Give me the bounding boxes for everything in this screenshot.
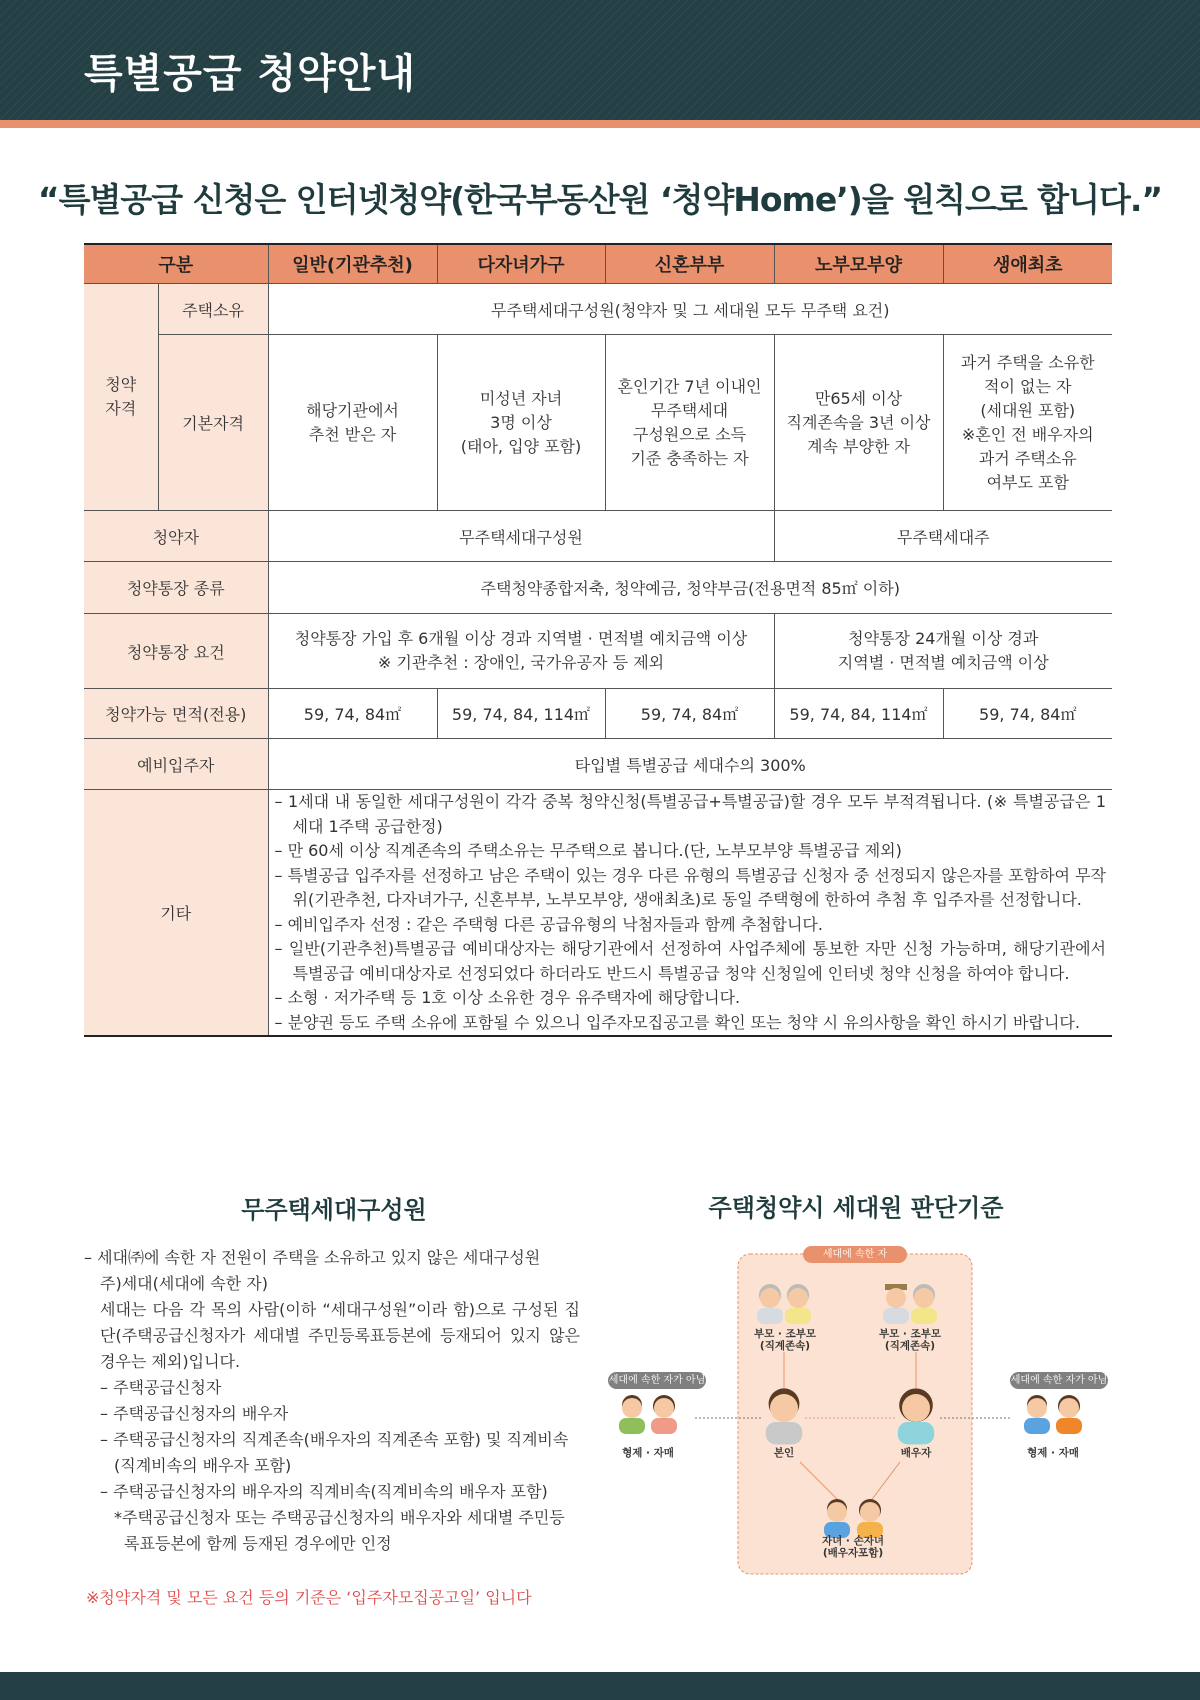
qualification-label: 청약 자격 [84, 284, 158, 511]
etc-note-item: – 특별공급 입주자를 선정하고 남은 주택이 있는 경우 다른 유형의 특별공급 신청자 중 선정되지 않은자를 포함하여 무작위(기관추천, 다자녀가구, 신혼부부, 노부모부양, 생애최초)로 동일 주택형에 한하여 추첨 후 입주자를 선정합니다. [274, 865, 1106, 909]
header-multichild: 다자녀가구 [437, 244, 605, 284]
basic-multichild: 미성년 자녀 3명 이상 (태아, 입양 포함) [437, 335, 605, 511]
table-row [84, 284, 1112, 335]
sibling-icon [619, 1395, 645, 1434]
etc-notes [268, 790, 1112, 1037]
household-definition [84, 1245, 580, 1557]
table-row [84, 614, 1112, 689]
account-type-value: 주택청약종합저축, 청약예금, 청약부금(전용면적 85㎡ 이하) [268, 562, 1112, 614]
sibling-icon [1056, 1395, 1082, 1434]
supply-table [84, 243, 1112, 1037]
siblings-label-right: 형제 · 자매 [1027, 1447, 1079, 1459]
basic-general: 해당기관에서 추천 받은 자 [268, 335, 437, 511]
account-req-value-a: 청약통장 가입 후 6개월 이상 경과 지역별 · 면적별 예치금액 이상 ※ 기관추천 : 장애인, 국가유공자 등 제외 [268, 614, 774, 689]
table-row [84, 790, 1112, 1037]
page-title: 특별공급 청약안내 [84, 51, 417, 97]
area-first-time: 59, 74, 84㎡ [943, 689, 1112, 739]
principle-quote: “특별공급 신청은 인터넷청약(한국부동산원 ‘청약Home’)을 원칙으로 합니다.” [37, 180, 1163, 219]
applicant-label: 청약자 [84, 511, 268, 562]
sibling-icon [1024, 1395, 1050, 1434]
household-line: – 주택공급신청자의 배우자 [100, 1404, 289, 1423]
area-multichild: 59, 74, 84, 114㎡ [437, 689, 605, 739]
etc-note-item: – 만 60세 이상 직계존속의 주택소유는 무주택으로 봅니다.(단, 노부모부양 특별공급 제외) [274, 841, 902, 860]
basic-first-time: 과거 주택을 소유한 적이 없는 자 (세대원 포함) ※혼인 전 배우자의 과거 주택소유 여부도 포함 [943, 335, 1112, 511]
area-general: 59, 74, 84㎡ [268, 689, 437, 739]
etc-note-item: – 소형 · 저가주택 등 1호 이상 소유한 경우 유주택자에 해당합니다. [274, 988, 741, 1007]
table-row [84, 689, 1112, 739]
footer-bar [0, 1672, 1200, 1700]
area-label: 청약가능 면적(전용) [84, 689, 268, 739]
house-own-value: 무주택세대구성원(청약자 및 그 세대원 모두 무주택 요건) [268, 284, 1112, 335]
household-line: 주)세대(세대에 속한 자) [100, 1274, 269, 1293]
in-household-badge: 세대에 속한 자 [803, 1246, 907, 1263]
basic-elderly-parents: 만65세 이상 직계존속을 3년 이상 계속 부양한 자 [774, 335, 943, 511]
basic-newlywed: 혼인기간 7년 이내인 무주택세대 구성원으로 소득 기준 충족하는 자 [605, 335, 774, 511]
parents-label-left: 부모 · 조부모 (직계존속) [753, 1328, 816, 1352]
applicant-value-a: 무주택세대구성원 [268, 511, 774, 562]
area-newlywed: 59, 74, 84㎡ [605, 689, 774, 739]
spouse-label: 배우자 [900, 1447, 932, 1459]
household-line: 세대는 다음 각 목의 사람(이하 “세대구성원”이라 함)으로 구성된 집단(주택공급신청자가 세대별 주민등록표등본에 등재되어 있지 않은 경우는 제외)입니다. [100, 1300, 580, 1371]
account-type-label: 청약통장 종류 [84, 562, 268, 614]
basic-label: 기본자격 [158, 335, 268, 511]
household-diagram [600, 1240, 1120, 1580]
etc-note-item: – 1세대 내 동일한 세대구성원이 각각 중복 청약신청(특별공급+특별공급)할 경우 모두 부적격됩니다. (※ 특별공급은 1세대 1주택 공급한정) [274, 792, 1106, 836]
header-first-time: 생애최초 [943, 244, 1112, 284]
siblings-label-left: 형제 · 자매 [622, 1447, 674, 1459]
children-label: 자녀 · 손자녀 (배우자포함) [821, 1535, 884, 1559]
household-line: – 세대㈜에 속한 자 전원이 주택을 소유하고 있지 않은 세대구성원 [84, 1248, 541, 1267]
table-row [84, 562, 1112, 614]
header-elderly-parents: 노부모부양 [774, 244, 943, 284]
sibling-icon [651, 1395, 677, 1434]
reserve-value: 타입별 특별공급 세대수의 300% [268, 739, 1112, 790]
diagram-title: 주택청약시 세대원 판단기준 [708, 1194, 1004, 1222]
self-label: 본인 [773, 1447, 795, 1459]
account-req-value-b: 청약통장 24개월 이상 경과 지역별 · 면적별 예치금액 이상 [774, 614, 1112, 689]
household-line: – 주택공급신청자의 배우자의 직계비속(직계비속의 배우자 포함) [100, 1482, 548, 1501]
table-row [84, 739, 1112, 790]
area-elderly-parents: 59, 74, 84, 114㎡ [774, 689, 943, 739]
reserve-label: 예비입주자 [84, 739, 268, 790]
header-newlywed: 신혼부부 [605, 244, 774, 284]
notice-text: ※청약자격 및 모든 요건 등의 기준은 ‘입주자모집공고일’ 입니다 [86, 1588, 532, 1607]
header-general: 일반(기관추천) [268, 244, 437, 284]
etc-note-item: – 일반(기관추천)특별공급 예비대상자는 해당기관에서 선정하여 사업주체에 통보한 자만 신청 가능하며, 해당기관에서 특별공급 예비대상자로 선정되었다 하더라도 반드시 특별공급 청약 신청일에 인터넷 청약 신청을 하여야 합니다. [274, 939, 1106, 983]
household-line: *주택공급신청자 또는 주택공급신청자의 배우자와 세대별 주민등록표등본에 함께 등재된 경우에만 인정 [114, 1508, 565, 1553]
diagram-graphic [600, 1240, 1120, 1580]
table-row [84, 335, 1112, 511]
not-in-household-badge: 세대에 속한 자가 아님 [1010, 1372, 1108, 1389]
header-gubun: 구분 [84, 244, 268, 284]
household-line: – 주택공급신청자 [100, 1378, 222, 1397]
account-req-label: 청약통장 요건 [84, 614, 268, 689]
table-row [84, 511, 1112, 562]
etc-label: 기타 [84, 790, 268, 1037]
parents-label-right: 부모 · 조부모 (직계존속) [878, 1328, 941, 1352]
household-section-title: 무주택세대구성원 [241, 1196, 427, 1224]
household-line: – 주택공급신청자의 직계존속(배우자의 직계존속 포함) 및 직계비속(직계비속의 배우자 포함) [100, 1430, 569, 1475]
header-accent-stripe [0, 120, 1200, 128]
not-in-household-badge: 세대에 속한 자가 아님 [608, 1372, 706, 1389]
house-own-label: 주택소유 [158, 284, 268, 335]
etc-note-item: – 분양권 등도 주택 소유에 포함될 수 있으니 입주자모집공고를 확인 또는 청약 시 유의사항을 확인 하시기 바랍니다. [274, 1012, 1080, 1032]
etc-note-item: – 예비입주자 선정 : 같은 주택형 다른 공급유형의 낙첨자들과 함께 추첨합니다. [274, 914, 823, 934]
applicant-value-b: 무주택세대주 [774, 511, 1112, 562]
table-header-row [84, 244, 1112, 284]
